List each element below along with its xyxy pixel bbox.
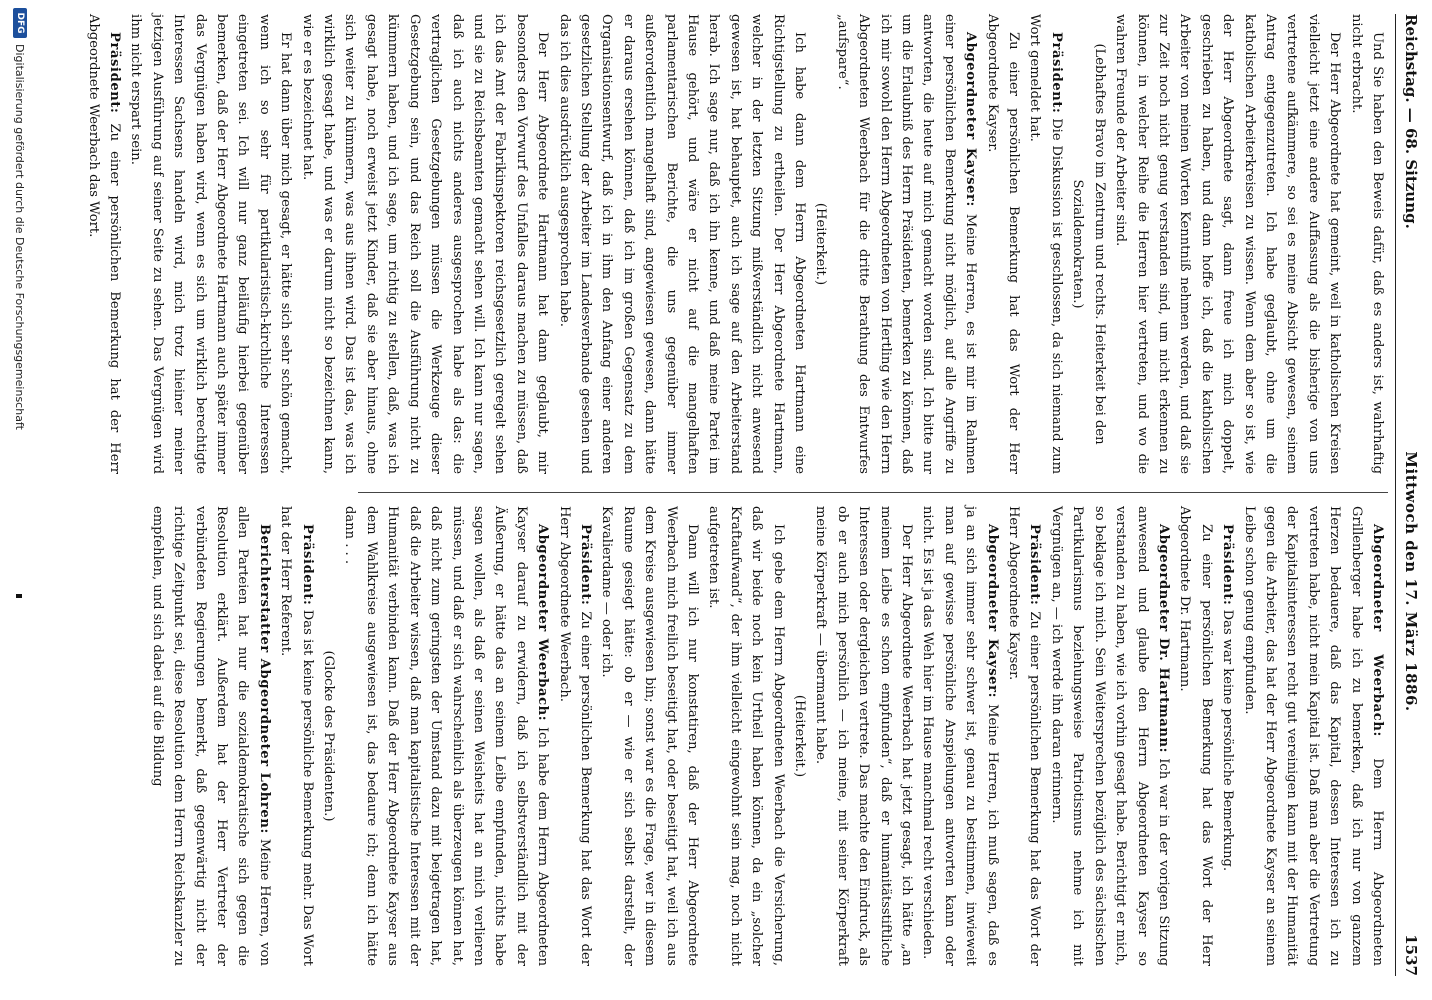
paragraph-text: Ich gebe dem Herrn Abgeordneten Weerbach die Versicherung, daß wir beide noch kein Urtheil haben können, da ein „solcher Kraftaufwand“, der ihm vielleicht eingewohnt sein mag, noch nicht aufgetreten ist. — [706, 506, 786, 966]
speaker-name: Berichterstatter Abgeordneter Lohren: — [256, 524, 272, 834]
paragraph — [596, 506, 703, 966]
paragraph-text: Die Diskussion ist geschlossen, da sich niemand zum Wort gemeldet hat. — [1027, 14, 1064, 474]
paragraph — [553, 14, 810, 474]
paragraph-text: Das war keine persönliche Bemerkung. — [1220, 609, 1236, 872]
stage-direction: (Heiterkeit.) — [792, 694, 808, 778]
paragraph-text: Zu einer persönlichen Bemerkung hat das Wort der Herr Abgeordnete Kayser. — [984, 14, 1022, 474]
paragraph — [1003, 506, 1046, 966]
left-column — [82, 14, 1388, 474]
paragraph — [1110, 14, 1345, 474]
paragraph — [1238, 506, 1388, 966]
paragraph — [917, 506, 1003, 966]
speaker-name: Abgeordneter Weerbach: — [1370, 524, 1385, 737]
stage-direction: (Heiterkeit.) — [813, 202, 829, 286]
speaker-name: Abgeordneter Kayser: — [984, 524, 1000, 699]
right-column — [146, 506, 1388, 966]
paragraph-text: Zu einer persönlichen Bemerkung hat das Wort der Herr Abgeordnete Dr. Hartmann. — [1177, 506, 1214, 966]
paragraph — [1217, 506, 1238, 966]
paragraph — [1024, 14, 1067, 474]
page-header — [1395, 14, 1426, 976]
paragraph-text: Dann will ich nur konstatiren, daß der Herr Abgeordnete Weerbach mich freilich beseitigt hat, oder beseitigt hat, weil ich aus dem Kreise ausgewiesen bin; sonst war es die Frage, wer in diesem Raume gesiegt hätte: ob er — wie er sich selbst darstellt, der Kavalierdame — oder ich. — [599, 506, 700, 966]
paragraph — [810, 506, 917, 966]
paragraph — [831, 14, 981, 474]
paragraph-text: Das ist keine persönliche Bemerkung mehr. Das Wort hat der Herr Referent. — [278, 506, 315, 967]
paragraph — [146, 506, 274, 966]
digitization-credit — [10, 8, 30, 988]
speaker-name: Abgeordneter Kayser: — [963, 32, 979, 207]
header-date: Mittwoch den 17. März 1886. — [1402, 451, 1420, 712]
paragraph — [125, 14, 296, 474]
paragraph — [339, 506, 553, 966]
header-left: Reichstag. — 68. Sitzung. — [1402, 14, 1420, 229]
paragraph — [275, 506, 318, 966]
paragraph — [1345, 14, 1388, 474]
paragraph-text: Der Herr Abgeordnete hat gemeint, weil in katholischen Kreisen vielleicht jetzt eine andere Auffassung als die bisherige von uns vertretene aufkämmere, so sei es meine Absicht gewesen, seinem Antrag entgegenzutreten. Ich habe geglaubt, ohne um die katholischen Arbeiterkreisen zu wissen. Wenn dem aber so ist, wie der Herr Abgeordnete sagt, dann freue ich mich doppelt, geschrieben zu haben, und dann hoffe ich, daß die katholischen Arbeiter von meinen Worten Kenntniß nehmen werden, und daß sie zur Zeit noch nicht genug verstanden sind, um nicht erkennen zu können, in welcher Reihe die Herren hier vertreten, und wo die wahren Freunde der Arbeiter sind. — [1113, 14, 1343, 474]
paragraph — [703, 506, 789, 966]
speaker-name: Abgeordneter Weerbach: — [535, 524, 551, 722]
stage-direction: (Glocke des Präsidenten.) — [321, 650, 337, 822]
paragraph-text: Ich war in der vorigen Sitzung anwesend und glaube den Herrn Abgeordneten Kayser so verstanden zu haben, wie ich vorhin gesagt habe. Berichtigt er mich, so beklage ich mich. Sein Weitersprechen bezüglich des sächsischen Partikularismus beziehungsweise Patriotismus nehme ich mit Vergnügen an, — ich werde ihn daran erinnern. — [1048, 506, 1171, 966]
paragraph — [981, 14, 1024, 474]
paragraph-text: Meine Herren, es ist mir im Rahmen einer persönlichen Bemerkung nicht möglich, auf alle Angriffe zu antworten, die heute auf mich gemacht worden sind. Ich bitte nur um die Erlaubniß des Herrn Präsidenten, bemerken zu können, daß ich mir sowohl den Herrn Abgeordneten von Hertling wie den Herrn Abgeordneten Weerbach für die dritte Berathung des Entwurfes „aufspare“. — [834, 14, 979, 474]
credit-text: Digitalisierung gefördert durch die Deutsche Forschungsgemeinschaft — [13, 44, 27, 430]
paragraph-text: Meine Herren, von allen Parteien hat nur die sozialdemokratische sich gegen die Resolution erklärt. Außerdem hat der Herr Vertreter der verbündeten Regierungen bemerkt, daß gegenwärtig nicht der richtige Zeitpunkt sei, diese Resolution dem Herrn Reichskanzler zu empfehlen, und sich dabei auf die Bildung — [149, 506, 272, 966]
paragraph-text: Der Herr Abgeordnete Weerbach hat jetzt gesagt, ich hätte „an meinem Leibe es schon empfunden“, daß er humanitätsstiftliche Interessen oder dergleichen vertrete. Das machte den Eindruck, als ob er auch mich persönlich — ich meine, mit seiner Körperkraft meine Körperkraft — übermannt habe. — [813, 506, 915, 966]
paragraph — [296, 14, 553, 474]
paragraph-text: Er hat dann über mich gesagt, er hätte sich sehr schön gemacht, wenn ich so sehr für partikularistisch-kirchliche Interessen eingetreten sei. Ich will nur ganz beiläufig hierbei gegenüber bemerken, daß der Herr Abgeordnete Hartmann auch später immer das Vergnügen haben wird, wenn es sich um wirklich berechtigte Interessen Sachsens handeln wird, mich trotz hieiner meiner jetzigen Ausführung auf seiner Seite zu sehen. Das Vergnügen wird ihm nicht erspart sein. — [128, 14, 294, 474]
paragraph-text: Zu einer persönlichen Bemerkung hat das Wort der Herr Abgeordnete Weerbach. — [556, 506, 593, 966]
page-number: 1537 — [1402, 934, 1420, 976]
paragraph-text: Dem Herrn Abgeordneten Grillenberger habe ich zu bemerken, daß ich nur von ganzem Herzen bedauere, daß das Kapital, dessen Interessen ich zu vertreten habe, nicht mein Kapital ist. Daß man aber die Vertretung der Kapitalsinteressen recht gut vereinigen kann mit der Humanität gegen die Arbeiter, das hat der Herr Abgeordnete Kayser an seinem Leibe schon genug empfunden. — [1241, 506, 1385, 966]
paragraph — [553, 506, 596, 966]
paragraph-text: Meine Herren, ich muß sagen, daß es ja an sich immer sehr schwer ist, genau zu bestimmen, inwieweit man auf gewisse persönliche Anspielungen antworten kann oder nicht. Es ist ja das Weh hier im Hause manchmal recht verschieden. — [920, 506, 1000, 966]
speaker-name: Präsident: — [299, 524, 315, 606]
paragraph — [1046, 506, 1174, 966]
paragraph-text: Und Sie haben den Beweis dafür, daß es anders ist, wahrhaftig nicht erbracht. — [1348, 14, 1385, 474]
paragraph-text: Ich habe dem Herrn Abgeordneten Kayser darauf zu erwidern, daß ich selbstverständlich mit der Äußerung, er hätte das an seinem Leibe empfunden, nichts habe sagen wollen, als daß er seinen Weisheits hat an mich verlieren müssen, und daß er sich wahrscheinlich als überzeugen können hat, daß nicht zum geringsten der Umstand dazu mit beigetragen hat, daß die Arbeiter wissen, daß man kapitalistische Interessen mit der Humanität verbinden kann. Daß der Herr Abgeordnete Kayser aus dem Wahlkreise ausgewiesen ist, das bedaure ich; denn ich hätte dann . . . — [342, 506, 551, 967]
dfg-logo: DFG — [13, 8, 27, 38]
paragraph-text: Der Herr Abgeordnete Hartmann hat dann geglaubt, mir besonders den Vorwurf des Unfalles daraus machen zu müssen, daß ich das Amt der Fabrikinspektoren reichsgesetzlich geregelt sehen und sie zu Reichsbeamten gemacht sehen will. Ich kann nur sagen, daß ich auch nichts anderes ausgesprochen habe als das: die vertraglichen Gesetzgebungen müssen die Werkzeuge dieser Gesetzgebung sein, und das Reich soll die Ausführung nicht zu kümmern haben, und ich sage, um richtig zu stellen, daß, was ich gesagt habe, noch erweist jetzt Kinder, daß sie aber hinaus, ohne sich weiter zu kümmern, was aus ihnen wird. Das ist das, was ich wirklich gesagt habe, und was er darum nicht so bezeichnen kann, wie er es bezeichnet hat. — [299, 14, 551, 474]
speaker-name: Präsident: — [1027, 524, 1043, 606]
paragraph — [1174, 506, 1217, 966]
speaker-name: Präsident: — [1220, 524, 1236, 606]
paragraph-text: Ich habe dann dem Herrn Abgeordneten Hartmann eine Richtigstellung zu ertheilen. Der Herr Abgeordnete Hartmann, welcher in der letzten Sitzung mißverständlich nicht anwesend gewesen ist, hat behauptet, auch ich sage auf den Arbeiterstand herab. Ich sage nur, daß ich ihn kenne, und daß meine Partei im Hause gehört, und wäre er nicht auf die mangelhaften parlamentarischen Berichte, die uns gegenüber immer außerordentlich mangelhaft sind, angewiesen gewesen, dann hätte er daraus ersehen können, daß ich im großen Gegensatz zu dem Organisationsentwurf, daß ich in ihm den Anfang einer anderen gesetzlichen Stellung der Arbeiter im Landesverbande gesehen und das ich dies ausdrücklich ausgesprochen habe. — [556, 14, 808, 474]
column-divider — [358, 492, 1388, 493]
speaker-name: Abgeordneter Dr. Hartmann: — [1155, 524, 1171, 754]
speaker-name: Präsident: — [577, 524, 593, 606]
paragraph — [82, 14, 125, 474]
paragraph-text: Zu einer persönlichen Bemerkung hat der Herr Abgeordnete Weerbach das Wort. — [85, 14, 123, 474]
paragraph-text: Zu einer persönlichen Bemerkung hat das Wort der Herr Abgeordnete Kayser. — [1006, 506, 1043, 966]
speaker-name: Präsident: — [1048, 32, 1064, 114]
stage-direction: (Lebhaftes Bravo im Zentrum und rechts. Heiterkeit bei den Sozialdemokraten.) — [1070, 43, 1107, 445]
speaker-name: Präsident: — [107, 32, 123, 114]
